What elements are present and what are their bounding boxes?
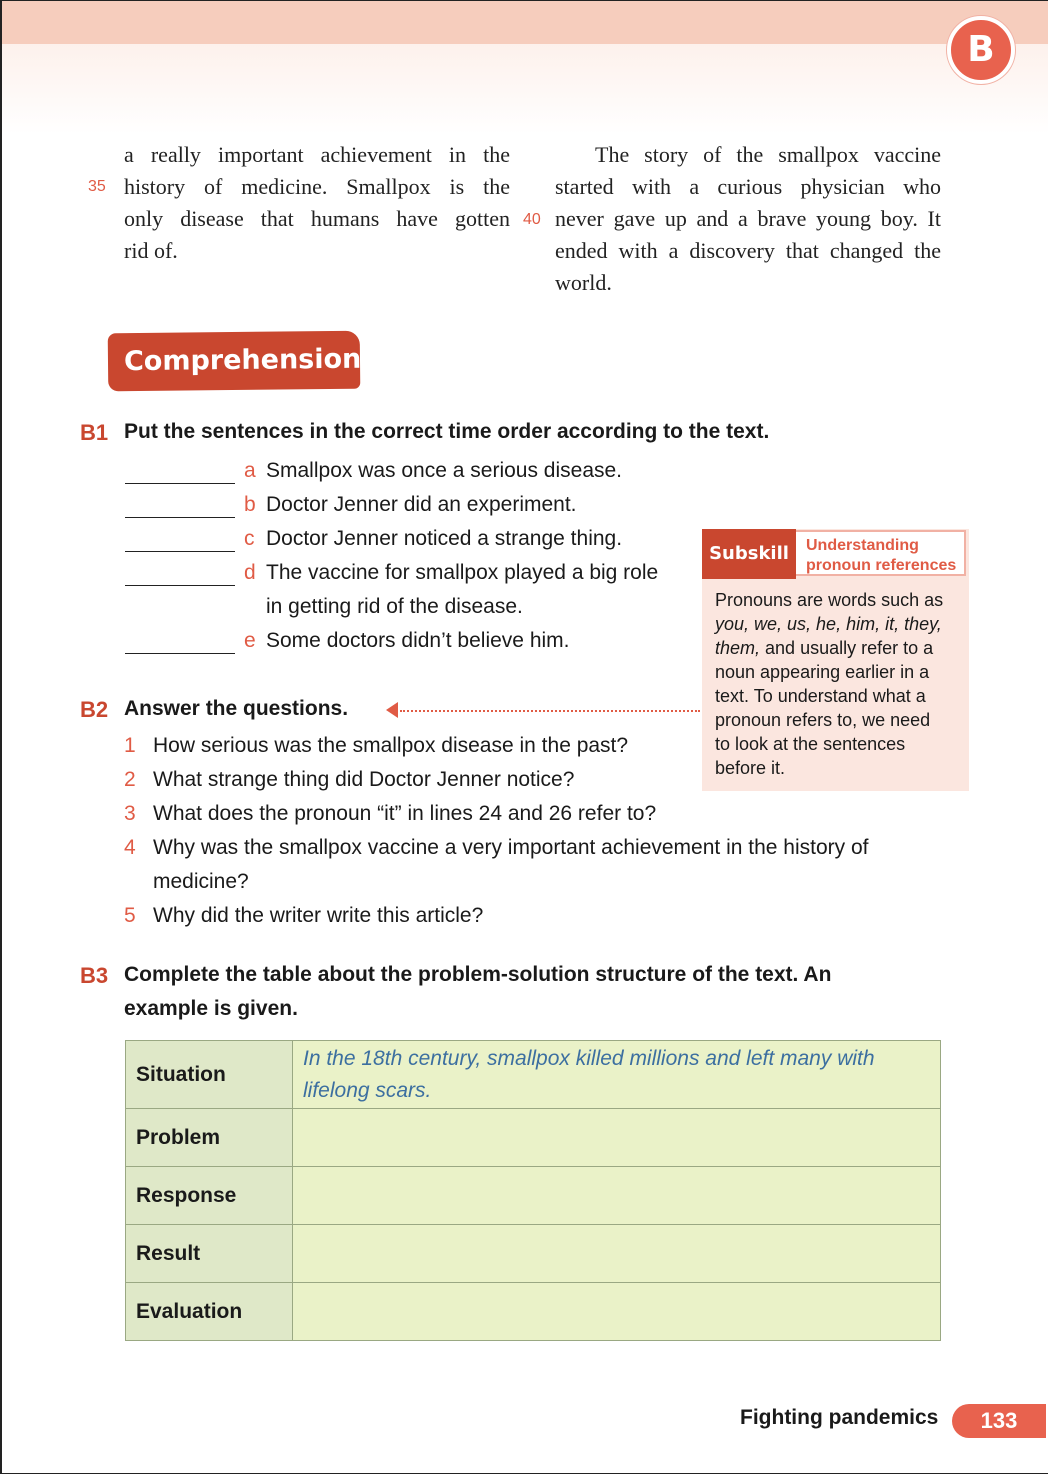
answer-blank-b[interactable] [125, 517, 235, 518]
b2-id: B2 [80, 697, 109, 722]
row-answer-cell[interactable] [293, 1225, 941, 1283]
question-number: 4 [124, 836, 136, 859]
b2-question: How serious was the smallpox disease in the past? [153, 734, 629, 757]
b2-question: Why was the smallpox vaccine a very important achievement in the history of [153, 836, 869, 859]
item-letter: e [244, 629, 256, 652]
b1-item-text-cont: in getting rid of the disease. [266, 595, 523, 618]
row-label: Situation [126, 1041, 293, 1109]
passage-line-text: The story of the smallpox vaccine [595, 142, 941, 167]
table-row [126, 1167, 941, 1225]
footer-unit-title: Fighting pandemics [740, 1406, 939, 1429]
subskill-heading [796, 530, 966, 576]
comprehension-banner [108, 331, 361, 392]
comprehension-title: Comprehension [123, 343, 362, 378]
problem-solution-table [125, 1040, 941, 1341]
passage-line [555, 139, 941, 171]
line-number: 40 [523, 211, 541, 228]
question-number: 1 [124, 734, 136, 757]
subskill-text: Pronouns are words such as [715, 590, 944, 610]
b1-id: B1 [80, 420, 109, 445]
header-fade [2, 44, 1048, 134]
subskill-text: before it. [715, 758, 786, 778]
b2-question: What does the pronoun “it” in lines 24 and 26 refer to? [153, 802, 657, 825]
row-label: Evaluation [126, 1283, 293, 1341]
subskill-text: noun appearing earlier in a [715, 662, 930, 682]
row-label: Result [126, 1225, 293, 1283]
passage-line: history of medicine. Smallpox is the [124, 174, 510, 199]
b3-id: B3 [80, 963, 109, 988]
passage-left [124, 139, 510, 267]
row-answer-cell[interactable] [293, 1167, 941, 1225]
item-letter: c [244, 527, 255, 550]
subskill-text [715, 636, 960, 660]
pronoun-examples: you, we, us, he, him, it, they, [715, 614, 942, 634]
pronoun-examples: them, [715, 638, 761, 658]
row-label: Problem [126, 1109, 293, 1167]
b2-title: Answer the questions. [124, 697, 349, 720]
subskill-text: pronoun refers to, we need [715, 710, 931, 730]
arrow-left-icon [386, 702, 398, 718]
passage-line: rid of. [124, 238, 178, 263]
subskill-body [715, 588, 960, 780]
item-letter: b [244, 493, 256, 516]
b1-item-text: The vaccine for smallpox played a big role [266, 561, 659, 584]
b2-question-cont: medicine? [153, 870, 249, 893]
answer-blank-a[interactable] [125, 483, 235, 484]
table-row [126, 1109, 941, 1167]
item-letter: d [244, 561, 256, 584]
b1-item-text: Smallpox was once a serious disease. [266, 459, 623, 482]
unit-badge: B [947, 16, 1015, 84]
b1-item-text: Doctor Jenner noticed a strange thing. [266, 527, 623, 550]
table-row [126, 1041, 941, 1109]
answer-blank-c[interactable] [125, 551, 235, 552]
b3-title-cont: example is given. [124, 997, 298, 1020]
subskill-heading-line: pronoun references [806, 557, 957, 574]
question-number: 2 [124, 768, 136, 791]
row-label: Response [126, 1167, 293, 1225]
passage-line: world. [555, 270, 612, 295]
item-letter: a [244, 459, 256, 482]
subskill-text-tail: and usually refer to a [760, 638, 934, 658]
page-number: 133 [952, 1404, 1046, 1438]
passage-line: ended with a discovery that changed the [555, 238, 941, 263]
passage-line: never gave up and a brave young boy. It [555, 206, 941, 231]
question-number: 3 [124, 802, 136, 825]
subskill-text: text. To understand what a [715, 686, 926, 706]
passage-line: started with a curious physician who [555, 174, 941, 199]
subskill-tag: Subskill [702, 529, 796, 579]
b1-title: Put the sentences in the correct time order according to the text. [124, 420, 770, 443]
answer-blank-d[interactable] [125, 585, 235, 586]
b2-question: Why did the writer write this article? [153, 904, 484, 927]
dotted-connector [400, 710, 700, 712]
line-number: 35 [88, 178, 106, 195]
table-row [126, 1283, 941, 1341]
row-value: In the 18th century, smallpox killed millions and left many with lifelong scars. [293, 1041, 941, 1109]
passage-line: a really important achievement in the [124, 142, 510, 167]
subskill-text [715, 612, 960, 636]
table-row [126, 1225, 941, 1283]
question-number: 5 [124, 904, 136, 927]
answer-blank-e[interactable] [125, 653, 235, 654]
passage-right [555, 139, 941, 299]
row-answer-cell[interactable] [293, 1109, 941, 1167]
row-answer-cell[interactable] [293, 1283, 941, 1341]
b2-question: What strange thing did Doctor Jenner notice? [153, 768, 575, 791]
b3-title: Complete the table about the problem-solution structure of the text. An [124, 963, 832, 986]
subskill-heading-line: Understanding [806, 537, 919, 554]
header-band [2, 1, 1048, 44]
passage-line: only disease that humans have gotten [124, 206, 510, 231]
subskill-text: to look at the sentences [715, 734, 906, 754]
b1-item-text: Doctor Jenner did an experiment. [266, 493, 577, 516]
b1-item-text: Some doctors didn’t believe him. [266, 629, 570, 652]
